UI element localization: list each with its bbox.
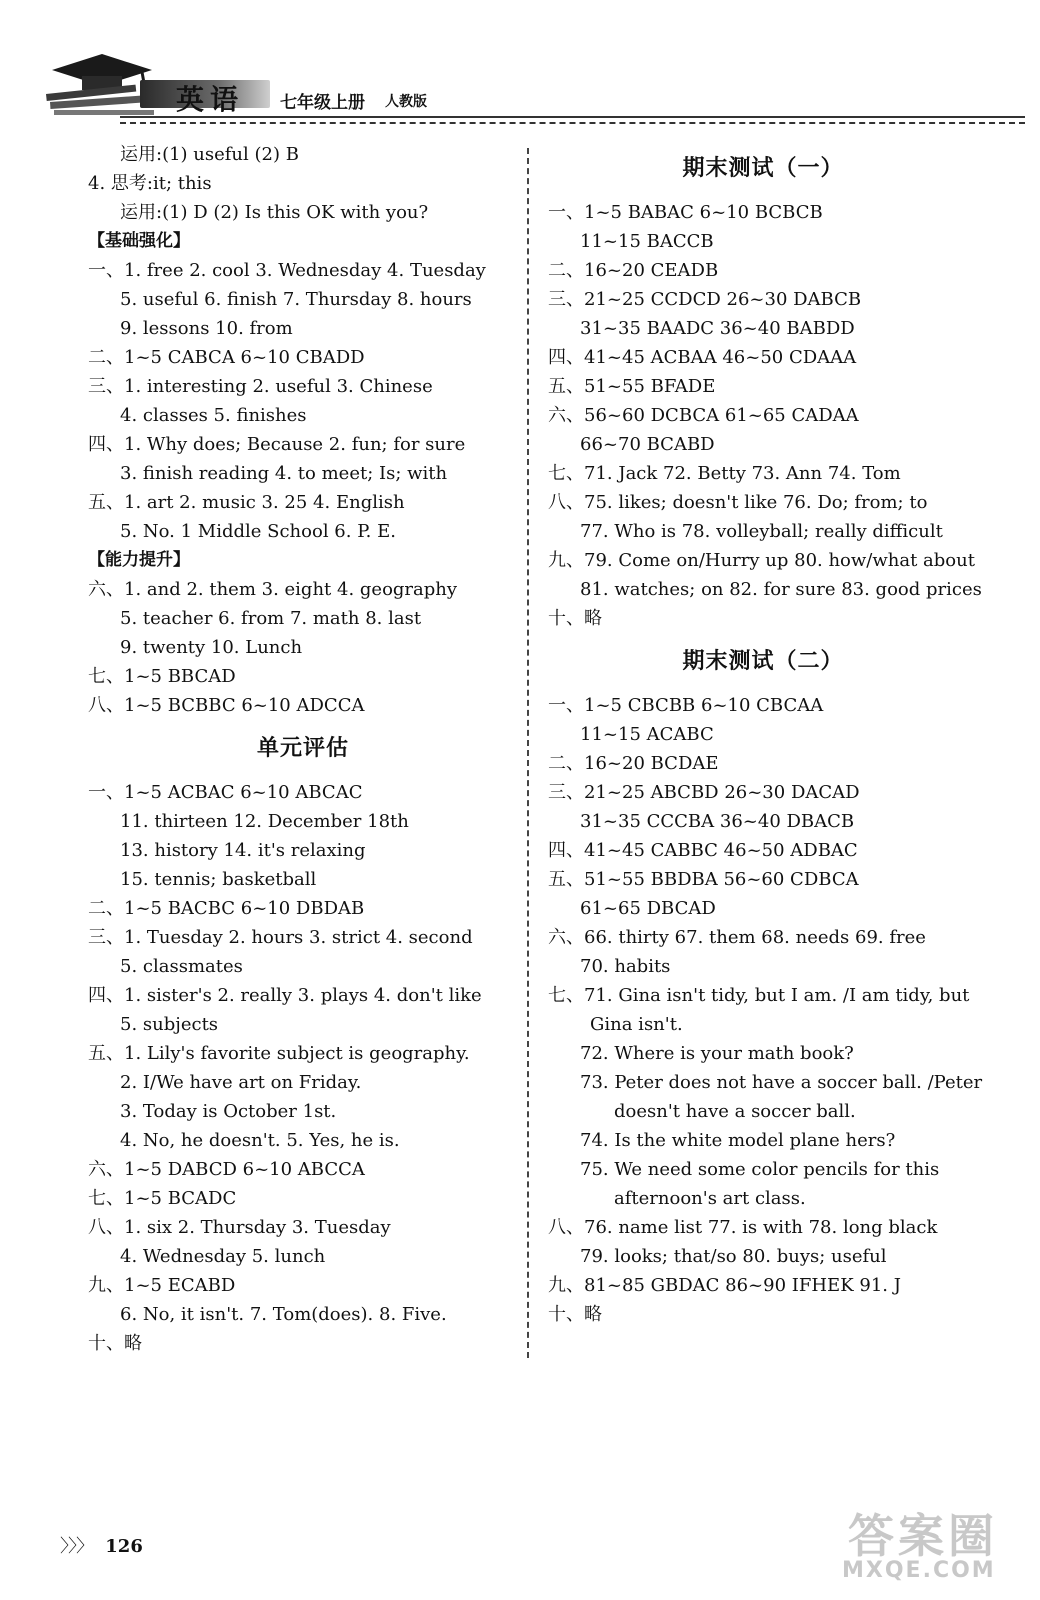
header-rule-dashed: [120, 122, 1025, 124]
answer-line: 9. lessons 10. from: [120, 318, 293, 339]
header-rule: [120, 116, 1025, 118]
answer-line: 九、1~5 ECABD: [88, 1275, 236, 1296]
answer-line: 一、1~5 ACBAC 6~10 ABCAC: [88, 782, 363, 803]
answer-line: 七、71. Gina isn't tidy, but I am. /I am tidy, but: [548, 985, 970, 1006]
answer-line: 二、16~20 BCDAE: [548, 753, 719, 774]
answer-line: 5. classmates: [120, 956, 243, 977]
answer-line: 一、1. free 2. cool 3. Wednesday 4. Tuesday: [88, 260, 486, 281]
unit-assessment-title: 单元评估: [256, 736, 349, 761]
answer-line: 11~15 ACABC: [580, 724, 714, 745]
watermark-logo: [840, 1500, 1020, 1590]
answer-line: 二、1~5 BACBC 6~10 DBDAB: [88, 898, 365, 919]
answer-line: 一、1~5 CBCBB 6~10 CBCAA: [548, 695, 824, 716]
answer-line: 11~15 BACCB: [580, 231, 714, 252]
answer-line: 5. No. 1 Middle School 6. P. E.: [120, 521, 396, 542]
answer-line: 十、略: [548, 1304, 602, 1325]
answer-line: 二、1~5 CABCA 6~10 CBADD: [88, 347, 365, 368]
page-number: 126: [105, 1536, 143, 1557]
answer-line: 81. watches; on 82. for sure 83. good prices: [580, 579, 982, 600]
answer-line: 三、1. Tuesday 2. hours 3. strict 4. second: [88, 927, 473, 948]
answer-line: 五、51~55 BBDBA 56~60 CDBCA: [548, 869, 859, 890]
answer-line: 五、1. Lily's favorite subject is geography.: [88, 1043, 470, 1064]
edition-label: 人教版: [385, 94, 427, 110]
answer-line: 五、51~55 BFADE: [548, 376, 716, 397]
final-test-2-title: 期末测试（二）: [682, 649, 844, 674]
answer-line: 十、略: [548, 608, 602, 629]
answer-line: 4. 思考:it; this: [88, 173, 212, 194]
answer-line: 八、75. likes; doesn't like 76. Do; from; to: [548, 492, 928, 513]
answer-line: 七、1~5 BBCAD: [88, 666, 236, 687]
subject-title: 英语: [176, 83, 245, 116]
answer-line: 4. classes 5. finishes: [120, 405, 307, 426]
answer-line: 四、41~45 CABBC 46~50 ADBAC: [548, 840, 858, 861]
answer-line: 9. twenty 10. Lunch: [120, 637, 303, 658]
answer-line: 七、1~5 BCADC: [88, 1188, 237, 1209]
answer-line: 三、21~25 ABCBD 26~30 DACAD: [548, 782, 860, 803]
answer-line: 三、1. interesting 2. useful 3. Chinese: [88, 376, 433, 397]
answer-line: 11. thirteen 12. December 18th: [120, 811, 409, 832]
answer-line: 74. Is the white model plane hers?: [580, 1130, 896, 1151]
answer-line: 六、56~60 DCBCA 61~65 CADAA: [548, 405, 859, 426]
section-heading-ability: 【能力提升】: [88, 550, 190, 570]
answer-line: 2. I/We have art on Friday.: [120, 1072, 362, 1093]
answer-line: 八、1. six 2. Thursday 3. Tuesday: [88, 1217, 391, 1238]
answer-line: 四、41~45 ACBAA 46~50 CDAAA: [548, 347, 857, 368]
answer-line: 77. Who is 78. volleyball; really difficult: [580, 521, 943, 542]
answer-line: 70. habits: [580, 956, 671, 977]
answer-line: 4. No, he doesn't. 5. Yes, he is.: [120, 1130, 400, 1151]
watermark-domain: MXQE.COM: [842, 1558, 996, 1583]
answer-line: 六、1~5 DABCD 6~10 ABCCA: [88, 1159, 365, 1180]
answer-line: 79. looks; that/so 80. buys; useful: [580, 1246, 887, 1267]
answer-line: 七、71. Jack 72. Betty 73. Ann 74. Tom: [548, 463, 901, 484]
answer-line: 4. Wednesday 5. lunch: [120, 1246, 326, 1267]
answer-line: 四、1. sister's 2. really 3. plays 4. don't like: [88, 985, 482, 1006]
answer-line: afternoon's art class.: [614, 1188, 806, 1209]
answer-line: 六、1. and 2. them 3. eight 4. geography: [88, 579, 458, 600]
answer-line: 61~65 DBCAD: [580, 898, 716, 919]
answer-line: 73. Peter does not have a soccer ball. /Peter: [580, 1072, 983, 1093]
final-test-1-title: 期末测试（一）: [682, 156, 844, 181]
answer-line: 二、16~20 CEADB: [548, 260, 719, 281]
answer-line: 运用:(1) useful (2) B: [120, 144, 299, 165]
watermark-text: 答案圈: [848, 1509, 998, 1563]
answer-line: 72. Where is your math book?: [580, 1043, 854, 1064]
right-column: [548, 140, 983, 1329]
answer-line: 五、1. art 2. music 3. 25 4. English: [88, 492, 405, 513]
answer-line: 5. useful 6. finish 7. Thursday 8. hours: [120, 289, 472, 310]
answer-line: Gina isn't.: [590, 1014, 683, 1035]
answer-line: 15. tennis; basketball: [120, 869, 317, 890]
answer-line: 九、79. Come on/Hurry up 80. how/what about: [548, 550, 975, 571]
answer-line: 一、1~5 BABAC 6~10 BCBCB: [548, 202, 823, 223]
chevrons-icon: 〉〉〉: [60, 1536, 93, 1557]
answer-line: 八、1~5 BCBBC 6~10 ADCCA: [88, 695, 365, 716]
page-footer: [60, 1532, 143, 1558]
answer-line: 四、1. Why does; Because 2. fun; for sure: [88, 434, 466, 455]
column-divider: [527, 148, 529, 1358]
answer-line: 5. subjects: [120, 1014, 219, 1035]
answer-line: 5. teacher 6. from 7. math 8. last: [120, 608, 422, 629]
answer-line: 十、略: [88, 1333, 142, 1354]
page-header: [30, 44, 1010, 124]
answer-line: 3. finish reading 4. to meet; Is; with: [120, 463, 448, 484]
answer-line: 九、81~85 GBDAC 86~90 IFHEK 91. J: [548, 1275, 901, 1296]
answer-line: 八、76. name list 77. is with 78. long black: [548, 1217, 938, 1238]
answer-line: 31~35 CCCBA 36~40 DBACB: [580, 811, 855, 832]
answer-line: 31~35 BAADC 36~40 BABDD: [580, 318, 855, 339]
answer-line: 3. Today is October 1st.: [120, 1101, 337, 1122]
answer-line: 六、66. thirty 67. them 68. needs 69. free: [548, 927, 926, 948]
answer-line: 6. No, it isn't. 7. Tom(does). 8. Five.: [120, 1304, 447, 1325]
section-heading-basic: 【基础强化】: [88, 231, 190, 251]
answer-line: 运用:(1) D (2) Is this OK with you?: [120, 202, 429, 223]
answer-line: doesn't have a soccer ball.: [614, 1101, 856, 1122]
answer-line: 75. We need some color pencils for this: [580, 1159, 940, 1180]
answer-line: 三、21~25 CCDCD 26~30 DABCB: [548, 289, 862, 310]
left-column: [88, 140, 518, 1358]
answer-line: 66~70 BCABD: [580, 434, 715, 455]
grade-label: 七年级上册: [280, 93, 365, 113]
answer-line: 13. history 14. it's relaxing: [120, 840, 366, 861]
